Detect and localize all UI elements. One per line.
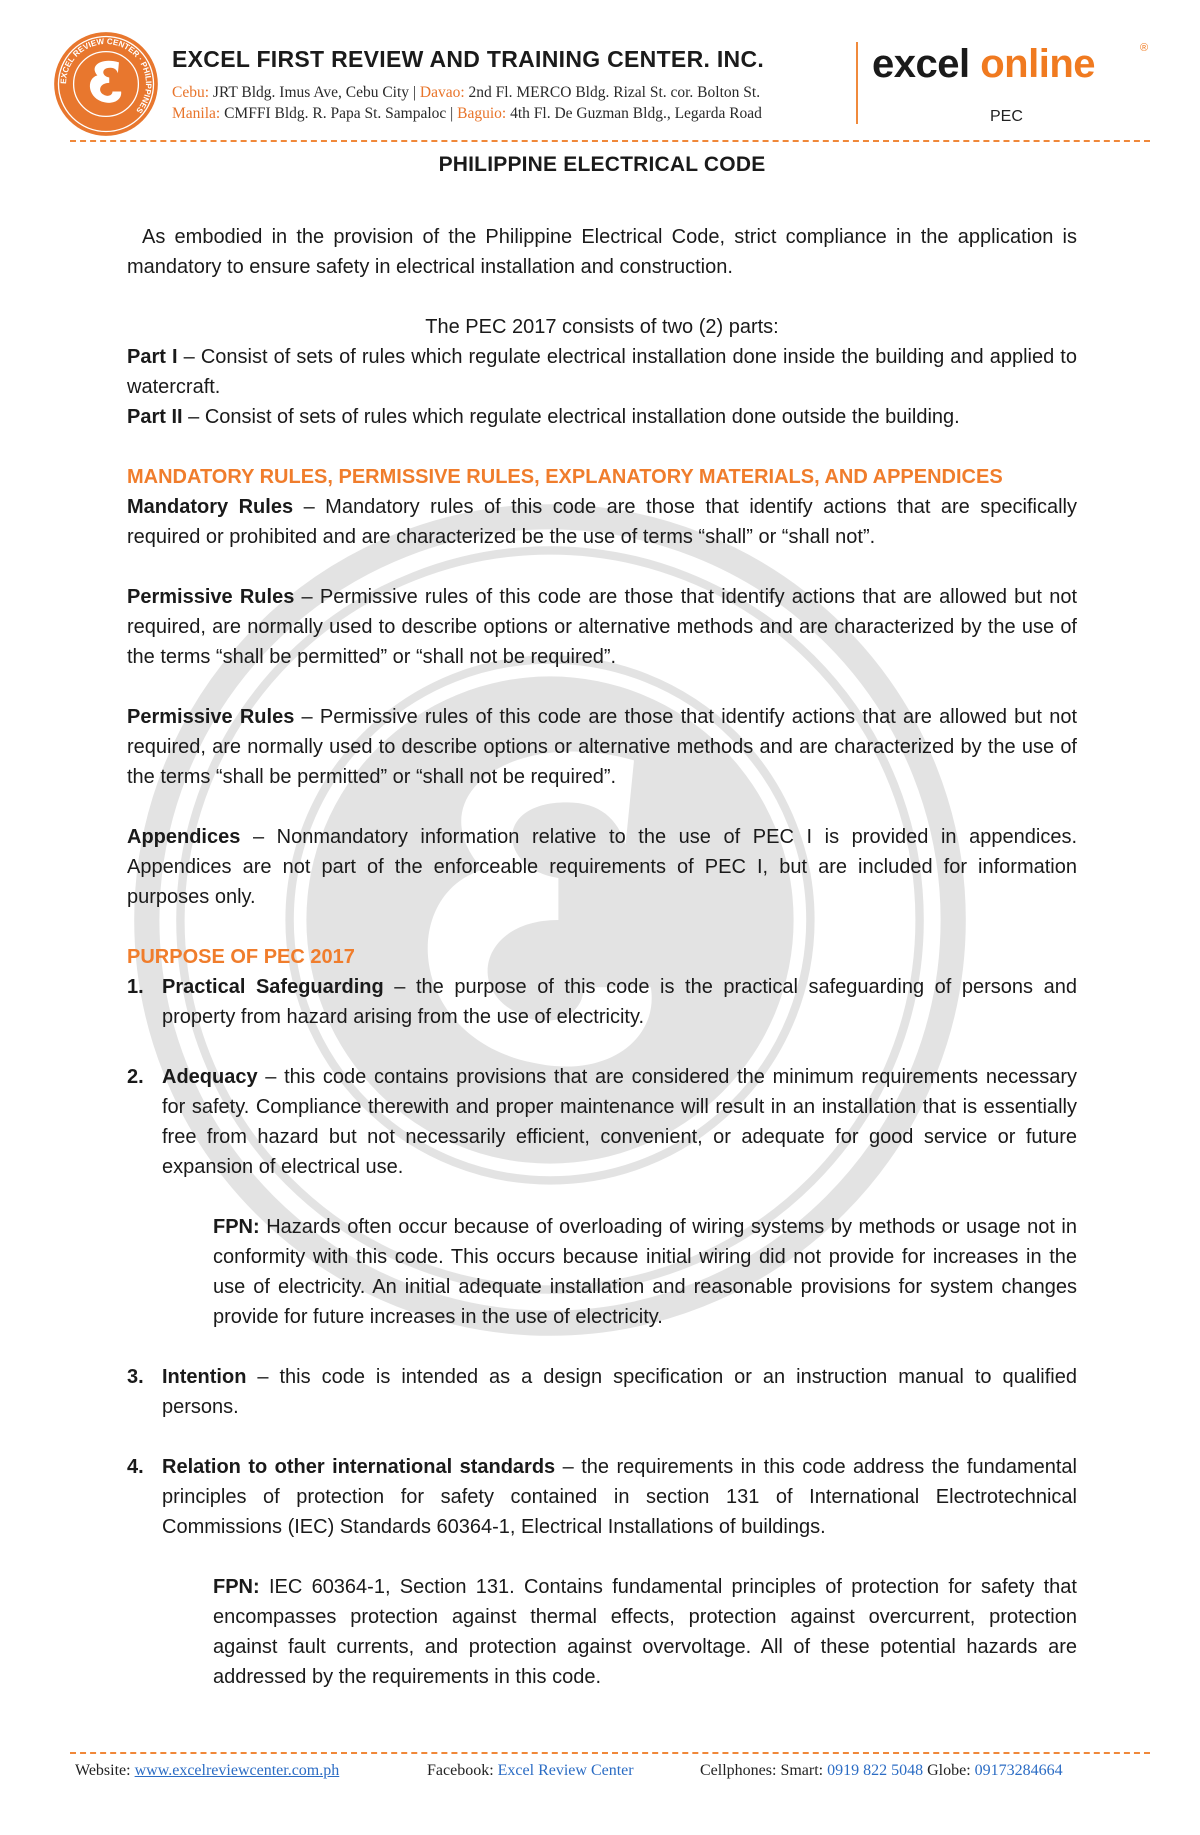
purpose-text: – this code contains provisions that are considered the minimum requirements necessary for safety. Compliance therewith and proper maintenance will result in an installation that is essentially free from hazard but not necessarily efficient, convenient, or adequate for good service or future expansion of electrical use.	[162, 1066, 1077, 1178]
purpose-number: 1.	[127, 976, 144, 998]
footer-facebook	[427, 1762, 634, 1780]
purpose-heading: PURPOSE OF PEC 2017	[127, 946, 355, 968]
part-1	[127, 342, 1077, 402]
fpn-note-1	[213, 1212, 1077, 1332]
cebu-address: JRT Bldg. Imus Ave, Cebu City |	[212, 84, 417, 101]
excel-online-brand	[872, 42, 1095, 87]
company-name: EXCEL FIRST REVIEW AND TRAINING CENTER. INC.	[172, 46, 765, 72]
part-1-text: – Consist of sets of rules which regulate electrical installation done inside the building and applied to watercraft.	[127, 346, 1077, 398]
header-divider	[856, 42, 858, 124]
part-2	[127, 402, 1077, 432]
brand-excel: excel	[872, 42, 970, 86]
rule-permissive-2	[127, 702, 1077, 792]
rule-permissive	[127, 582, 1077, 672]
footer-phones	[700, 1762, 1063, 1780]
svg-text:EXCEL REVIEW CENTER · PHILIPPI: EXCEL REVIEW CENTER · PHILIPPINES	[58, 36, 154, 115]
davao-address: 2nd Fl. MERCO Bldg. Rizal St. cor. Bolton St.	[468, 84, 761, 101]
document-body	[127, 150, 1077, 1692]
rule-permissive-2-label: Permissive Rules	[127, 706, 295, 728]
part-1-label: Part I	[127, 346, 178, 368]
baguio-label: Baguio:	[457, 105, 507, 122]
purpose-text: – this code is intended as a design specification or an instruction manual to qualified persons.	[162, 1366, 1077, 1418]
address-line-2	[172, 105, 762, 123]
purpose-number: 3.	[127, 1366, 144, 1388]
fpn-note-2	[213, 1572, 1077, 1692]
header-dashed-divider	[70, 140, 1150, 142]
purpose-label: Adequacy	[162, 1066, 258, 1088]
brand-online: online	[980, 42, 1096, 86]
purpose-text: – the purpose of this code is the practical safeguarding of persons and property from hazard arising from the use of electricity.	[162, 976, 1077, 1028]
manila-label: Manila:	[172, 105, 221, 122]
globe-label: Globe:	[927, 1762, 971, 1779]
purpose-number: 4.	[127, 1456, 144, 1478]
rule-mandatory-label: Mandatory Rules	[127, 496, 294, 518]
rule-appendices-text: – Nonmandatory information relative to the use of PEC I is provided in appendices. Appendices are not part of the enforceable requirements of PEC I, but are included for information purposes only.	[127, 826, 1077, 908]
registered-mark: ®	[1140, 42, 1149, 54]
part-2-text: – Consist of sets of rules which regulate electrical installation done outside the building.	[182, 406, 960, 428]
purpose-label: Intention	[162, 1366, 247, 1388]
fpn-text: Hazards often occur because of overloading of wiring systems by methods or usage not in conformity with this code. This occurs because initial wiring did not provide for increases in the use of electricity. An initial adequate installation and reasonable provisions for system changes provide for future increases in the use of electricity.	[213, 1216, 1077, 1328]
rule-appendices	[127, 822, 1077, 912]
purpose-text: – the requirements in this code address the fundamental principles of protection for safety contained in section 131 of International Electrotechnical Commissions (IEC) Standards 60364-1, Electrical Installations of buildings.	[162, 1456, 1077, 1538]
website-link[interactable]: www.excelreviewcenter.com.ph	[134, 1762, 340, 1779]
manila-address: CMFFI Bldg. R. Papa St. Sampaloc |	[224, 105, 454, 122]
fpn-label: FPN:	[213, 1216, 260, 1238]
smart-number[interactable]: 0919 822 5048	[827, 1762, 924, 1779]
baguio-address: 4th Fl. De Guzman Bldg., Legarda Road	[510, 105, 762, 122]
facebook-label: Facebook:	[427, 1762, 494, 1779]
rule-mandatory-text: – Mandatory rules of this code are those that identify actions that are specifically required or prohibited and are characterized be the use of terms “shall” or “shall not”.	[127, 496, 1077, 548]
rule-permissive-label: Permissive Rules	[127, 586, 295, 608]
website-label: Website:	[75, 1762, 131, 1779]
address-line-1	[172, 84, 760, 102]
phones-label: Cellphones: Smart:	[700, 1762, 824, 1779]
globe-number[interactable]: 09173284664	[974, 1762, 1063, 1779]
purpose-label: Practical Safeguarding	[162, 976, 384, 998]
purpose-number: 2.	[127, 1066, 144, 1088]
cebu-label: Cebu:	[172, 84, 210, 101]
page-header	[0, 0, 1200, 140]
purpose-item-4	[127, 1452, 1077, 1542]
purpose-item-3	[127, 1362, 1077, 1422]
rule-permissive-2-text: – Permissive rules of this code are those that identify actions that are allowed but not required, are normally used to describe options or alternative methods and are characterized by the use of the terms “shall be permitted” or “shall not be required”.	[127, 706, 1078, 788]
rule-appendices-label: Appendices	[127, 826, 241, 848]
purpose-label: Relation to other international standards	[162, 1456, 556, 1478]
rules-heading: MANDATORY RULES, PERMISSIVE RULES, EXPLANATORY MATERIALS, AND APPENDICES	[127, 466, 1003, 488]
fpn-text: IEC 60364-1, Section 131. Contains fundamental principles of protection for safety that encompasses protection against thermal effects, protection against overcurrent, protection against fault currents, and protection against overvoltage. All of these potential hazards are addressed by the requirements in this code.	[213, 1576, 1077, 1688]
excel-review-center-logo	[52, 30, 160, 138]
purpose-item-2	[127, 1062, 1077, 1182]
purpose-list	[127, 972, 1077, 1692]
parts-heading: The PEC 2017 consists of two (2) parts:	[425, 316, 779, 338]
intro-paragraph: As embodied in the provision of the Philippine Electrical Code, strict compliance in the application is mandatory to ensure safety in electrical installation and construction.	[127, 226, 1077, 278]
subject-tag: PEC	[990, 108, 1023, 125]
page-title: PHILIPPINE ELECTRICAL CODE	[438, 153, 766, 176]
fpn-label: FPN:	[213, 1576, 260, 1598]
footer-dashed-divider	[70, 1752, 1150, 1754]
davao-label: Davao:	[419, 84, 465, 101]
rule-permissive-text: – Permissive rules of this code are those that identify actions that are allowed but not required, are normally used to describe options or alternative methods and are characterized by the use of the terms “shall be permitted” or “shall not be required”.	[127, 586, 1078, 668]
footer-website	[75, 1762, 339, 1780]
rule-mandatory	[127, 492, 1077, 552]
purpose-item-1	[127, 972, 1077, 1032]
facebook-link[interactable]: Excel Review Center	[497, 1762, 634, 1779]
part-2-label: Part II	[127, 406, 183, 428]
